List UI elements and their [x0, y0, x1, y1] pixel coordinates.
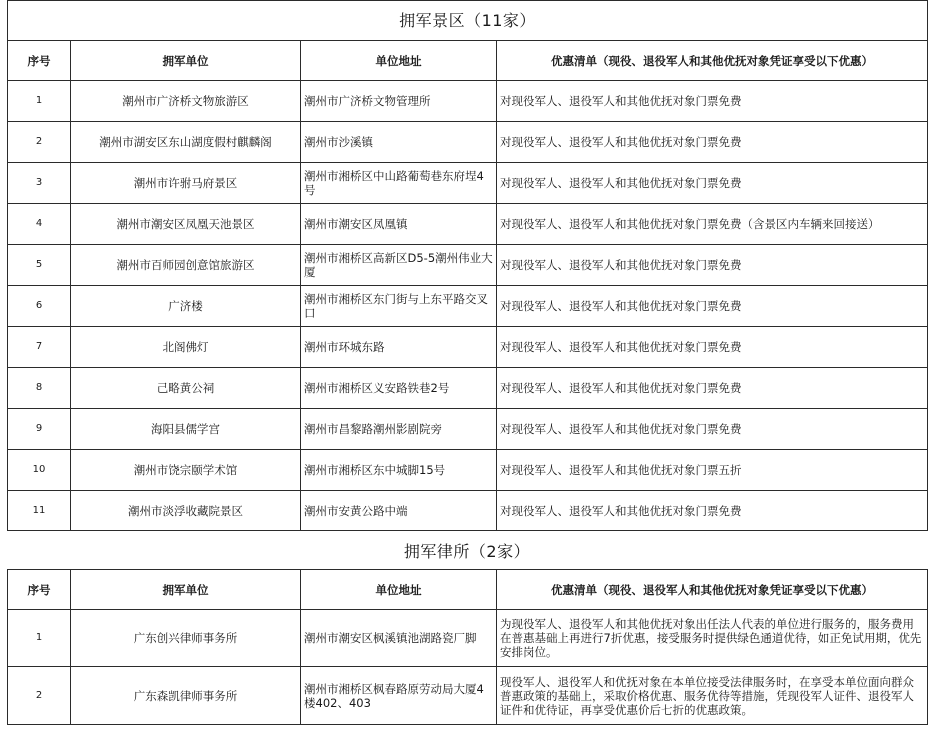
unit-address: 潮州市潮安区凤凰镇 — [301, 204, 497, 245]
unit-name: 潮州市淡浮收藏院景区 — [71, 491, 301, 531]
unit-address: 潮州市湘桥区中山路葡萄巷东府埕4号 — [301, 163, 497, 204]
unit-name: 广东创兴律师事务所 — [71, 610, 301, 667]
benefit-text: 对现役军人、退役军人和其他优抚对象门票免费 — [497, 163, 928, 204]
unit-name: 广东森凯律师事务所 — [71, 667, 301, 725]
unit-address: 潮州市昌黎路潮州影剧院旁 — [301, 409, 497, 450]
row-number: 7 — [8, 327, 71, 368]
unit-address: 潮州市湘桥区东中城脚15号 — [301, 450, 497, 491]
row-number: 10 — [8, 450, 71, 491]
unit-name: 北阁佛灯 — [71, 327, 301, 368]
table-row — [8, 610, 928, 667]
benefit-text: 对现役军人、退役军人和其他优抚对象门票免费 — [497, 409, 928, 450]
table-row — [8, 450, 928, 491]
row-number: 1 — [8, 610, 71, 667]
header-no: 序号 — [8, 41, 71, 81]
header-address: 单位地址 — [301, 41, 497, 81]
table-row — [8, 667, 928, 725]
scenic-title-row — [8, 1, 928, 41]
header-row — [8, 41, 928, 81]
benefit-text: 对现役军人、退役军人和其他优抚对象门票免费 — [497, 122, 928, 163]
law-firm-table — [7, 569, 928, 725]
unit-address: 潮州市沙溪镇 — [301, 122, 497, 163]
unit-name: 海阳县儒学宫 — [71, 409, 301, 450]
header-address: 单位地址 — [301, 570, 497, 610]
unit-address: 潮州市湘桥区高新区D5-5潮州伟业大厦 — [301, 245, 497, 286]
benefit-text: 对现役军人、退役军人和其他优抚对象门票免费 — [497, 491, 928, 531]
row-number: 2 — [8, 667, 71, 725]
unit-address: 潮州市环城东路 — [301, 327, 497, 368]
header-no: 序号 — [8, 570, 71, 610]
table-row — [8, 368, 928, 409]
row-number: 1 — [8, 81, 71, 122]
header-benefits: 优惠清单（现役、退役军人和其他优抚对象凭证享受以下优惠） — [497, 570, 928, 610]
unit-address: 潮州市潮安区枫溪镇池湖路瓷厂脚 — [301, 610, 497, 667]
header-unit: 拥军单位 — [71, 41, 301, 81]
unit-address: 潮州市湘桥区东门街与上东平路交叉口 — [301, 286, 497, 327]
header-unit: 拥军单位 — [71, 570, 301, 610]
benefit-text: 对现役军人、退役军人和其他优抚对象门票免费（含景区内车辆来回接送） — [497, 204, 928, 245]
unit-address: 潮州市广济桥文物管理所 — [301, 81, 497, 122]
table-row — [8, 122, 928, 163]
unit-name: 广济楼 — [71, 286, 301, 327]
unit-name: 潮州市饶宗颐学术馆 — [71, 450, 301, 491]
header-benefits: 优惠清单（现役、退役军人和其他优抚对象凭证享受以下优惠） — [497, 41, 928, 81]
benefit-text: 对现役军人、退役军人和其他优抚对象门票免费 — [497, 327, 928, 368]
table-row — [8, 204, 928, 245]
unit-name: 己略黄公祠 — [71, 368, 301, 409]
unit-name: 潮州市广济桥文物旅游区 — [71, 81, 301, 122]
row-number: 5 — [8, 245, 71, 286]
row-number: 4 — [8, 204, 71, 245]
section-title: 拥军律所（2家） — [403, 542, 531, 561]
unit-name: 潮州市湖安区东山湖度假村麒麟阁 — [71, 122, 301, 163]
document-sheet — [7, 0, 927, 725]
benefit-text: 对现役军人、退役军人和其他优抚对象门票免费 — [497, 286, 928, 327]
row-number: 3 — [8, 163, 71, 204]
benefit-text: 对现役军人、退役军人和其他优抚对象门票免费 — [497, 368, 928, 409]
unit-name: 潮州市许驸马府景区 — [71, 163, 301, 204]
benefit-text: 对现役军人、退役军人和其他优抚对象门票五折 — [497, 450, 928, 491]
unit-name: 潮州市潮安区凤凰天池景区 — [71, 204, 301, 245]
section-title: 拥军景区（11家） — [8, 1, 928, 41]
table-row — [8, 409, 928, 450]
header-row — [8, 570, 928, 610]
row-number: 8 — [8, 368, 71, 409]
table-row — [8, 491, 928, 531]
table-row — [8, 286, 928, 327]
benefit-text: 对现役军人、退役军人和其他优抚对象门票免费 — [497, 245, 928, 286]
row-number: 2 — [8, 122, 71, 163]
table-row — [8, 245, 928, 286]
row-number: 9 — [8, 409, 71, 450]
row-number: 6 — [8, 286, 71, 327]
table-row — [8, 81, 928, 122]
scenic-table — [7, 0, 928, 531]
benefit-text: 为现役军人、退役军人和其他优抚对象出任法人代表的单位进行服务的，服务费用在普惠基础上再进行7折优惠，接受服务时提供绿色通道优待，如正免试用期，优先安排岗位。 — [497, 610, 928, 667]
benefit-text: 对现役军人、退役军人和其他优抚对象门票免费 — [497, 81, 928, 122]
unit-address: 潮州市湘桥区枫春路原劳动局大厦4楼402、403 — [301, 667, 497, 725]
unit-name: 潮州市百师园创意馆旅游区 — [71, 245, 301, 286]
row-number: 11 — [8, 491, 71, 531]
table-row — [8, 163, 928, 204]
unit-address: 潮州市安黄公路中端 — [301, 491, 497, 531]
unit-address: 潮州市湘桥区义安路铁巷2号 — [301, 368, 497, 409]
table-row — [8, 327, 928, 368]
benefit-text: 现役军人、退役军人和优抚对象在本单位接受法律服务时，在享受本单位面向群众普惠政策的基础上，采取价格优惠、服务优待等措施，凭现役军人证件、退役军人证件和优待证，再享受优惠价后七折的优惠政策。 — [497, 667, 928, 725]
